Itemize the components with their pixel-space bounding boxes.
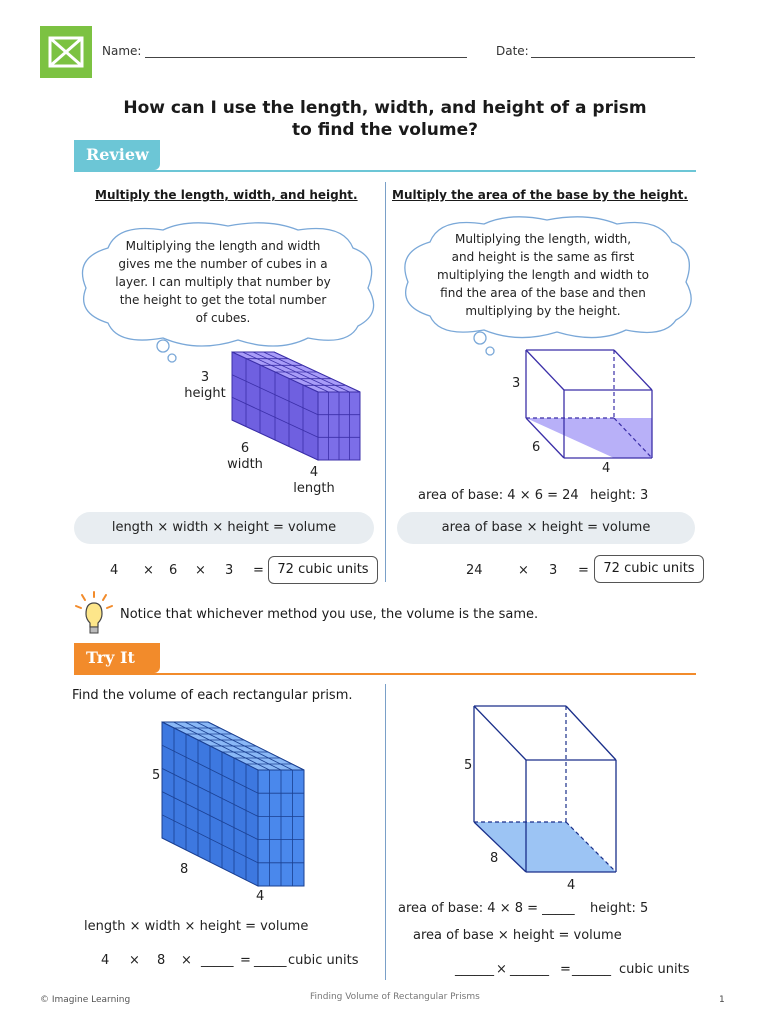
brand-logo (40, 26, 92, 78)
page-number: 1 (719, 995, 725, 1005)
label-width-try-right: 8 (490, 851, 499, 866)
thought-line: of cubes. (195, 311, 251, 325)
name-field[interactable] (145, 57, 467, 58)
formula-pill-right: area of base × height = volume (397, 512, 695, 544)
value: 3 (200, 370, 210, 385)
label-height-try-left: 5 (152, 768, 161, 783)
eq-value: 4 (110, 563, 119, 578)
try-instruction: Find the volume of each rectangular prism. (72, 688, 353, 703)
thought-line: gives me the number of cubes in a (118, 257, 328, 271)
wireframe-prism-purple (522, 346, 658, 460)
eq-value: 8 (157, 953, 166, 968)
eq-value: 6 (169, 563, 178, 578)
value: 4 (309, 465, 319, 480)
lightbulb-icon (72, 590, 114, 636)
label-length-try-left: 4 (256, 889, 265, 904)
notice-text: Notice that whichever method you use, the volume is the same. (120, 607, 539, 622)
eq-equals: = (578, 563, 589, 578)
eq-value: 4 (101, 953, 110, 968)
name-label: Name: (102, 44, 142, 58)
footer-doc-title: Finding Volume of Rectangular Prisms (310, 992, 480, 1002)
formula-pill-left: length × width × height = volume (74, 512, 374, 544)
word: height (184, 386, 226, 401)
thought-line: find the area of the base and then (440, 286, 646, 300)
value: 6 (240, 441, 250, 456)
title-line-1: How can I use the length, width, and height of a prism (123, 98, 647, 118)
try-height-text: height: 5 (590, 901, 649, 916)
eq-value: 3 (549, 563, 558, 578)
blank-volume[interactable]: ______ (572, 962, 611, 977)
label-length-left (286, 465, 342, 497)
date-label: Date: (496, 44, 529, 58)
page-title (0, 97, 770, 141)
thought-line: and height is the same as first (451, 250, 635, 264)
label-height-left (178, 370, 232, 402)
thought-line: multiplying by the height. (465, 304, 621, 318)
try-base-text: area of base: 4 × 8 = _____ (398, 901, 575, 916)
blank-volume[interactable]: _____ (254, 953, 287, 968)
units-text: cubic units (619, 962, 690, 977)
eq-operator: × (195, 563, 206, 578)
thought-text-left (98, 237, 348, 327)
date-field[interactable] (531, 57, 695, 58)
word: width (227, 457, 263, 472)
label-width-left (218, 441, 272, 473)
label-length-right: 4 (602, 461, 611, 476)
eq-operator: × (496, 962, 507, 977)
thought-line: multiplying the length and width to (437, 268, 649, 282)
area-of-base-text: area of base: 4 × 6 = 24 (418, 488, 579, 503)
answer-box-left: 72 cubic units (268, 556, 378, 584)
eq-operator: × (181, 953, 192, 968)
blank-base[interactable]: ______ (455, 962, 494, 977)
height-text: height: 3 (590, 488, 649, 503)
eq-equals: = (253, 563, 264, 578)
label-width-try-left: 8 (180, 862, 189, 877)
answer-box-right: 72 cubic units (594, 555, 704, 583)
footer-brand: © Imagine Learning (40, 995, 131, 1005)
logo-icon (40, 26, 92, 78)
label-height-right: 3 (512, 376, 521, 391)
label-height-try-right: 5 (464, 758, 473, 773)
thought-line: Multiplying the length, width, (454, 232, 632, 246)
units-text: cubic units (288, 953, 359, 968)
try-formula-right: area of base × height = volume (413, 928, 622, 943)
title-line-2: to find the volume? (292, 120, 478, 140)
eq-equals: = (560, 962, 571, 977)
thought-line: Multiplying the length and width (125, 239, 321, 253)
thought-line: layer. I can multiply that number by (115, 275, 331, 289)
word: length (293, 481, 335, 496)
column-divider-try (385, 684, 386, 980)
review-tag: Review (74, 140, 160, 170)
left-heading: Multiply the length, width, and height. (95, 188, 358, 202)
try-it-divider (74, 673, 696, 675)
try-it-tag: Try It (74, 643, 160, 673)
review-divider (74, 170, 696, 172)
eq-operator: × (518, 563, 529, 578)
eq-value: 3 (225, 563, 234, 578)
thought-text-right (418, 230, 668, 320)
eq-value: 24 (466, 563, 483, 578)
eq-operator: × (143, 563, 154, 578)
blank-height[interactable]: _____ (201, 953, 234, 968)
try-formula-left: length × width × height = volume (84, 919, 309, 934)
eq-equals: = (240, 953, 251, 968)
label-length-try-right: 4 (567, 878, 576, 893)
thought-line: the height to get the total number (119, 293, 327, 307)
blank-height[interactable]: ______ (510, 962, 549, 977)
right-heading: Multiply the area of the base by the height. (392, 188, 688, 202)
label-width-right: 6 (532, 440, 541, 455)
eq-operator: × (129, 953, 140, 968)
